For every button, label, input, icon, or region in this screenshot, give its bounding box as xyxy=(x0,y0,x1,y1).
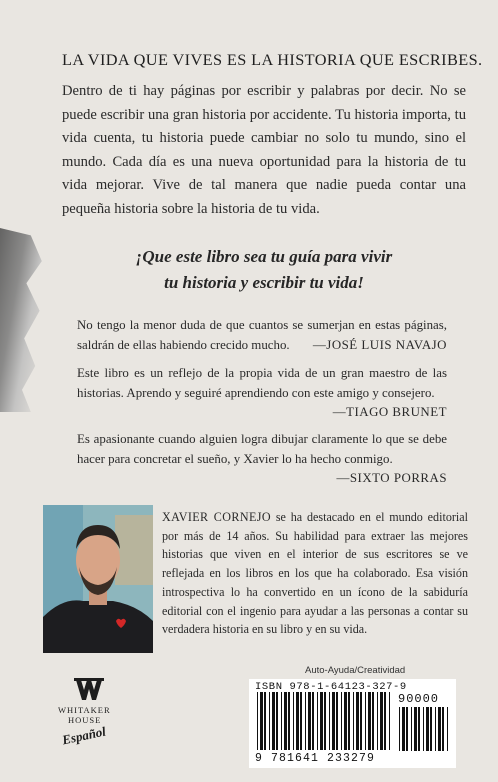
quote-author: —TIAGO BRUNET xyxy=(332,405,447,419)
barcode-bar xyxy=(317,692,318,750)
barcode-bar xyxy=(414,707,417,751)
barcode-bar xyxy=(377,692,378,750)
barcode-bar xyxy=(284,692,287,750)
barcode-bar xyxy=(380,692,383,750)
barcode-bar xyxy=(276,692,278,750)
category-label: Auto-Ayuda/Creatividad xyxy=(305,665,406,676)
quote-1 xyxy=(77,316,447,355)
price-addon-barcode xyxy=(397,707,451,752)
headline: LA VIDA QUE VIVES ES LA HISTORIA QUE ESCRIBES. xyxy=(62,50,483,69)
barcode-bar xyxy=(365,692,366,750)
barcode-bar xyxy=(272,692,275,750)
quote-3 xyxy=(77,430,447,489)
barcode-bar xyxy=(329,692,330,750)
whitaker-house-logo-icon xyxy=(54,676,146,748)
quote-text: Este libro es un reflejo de la propia vida de un gran maestro de las historias. Aprendo y seguiré aprendiendo con este amigo y consejero. xyxy=(77,366,447,400)
barcode-bar xyxy=(423,707,424,751)
ean-barcode xyxy=(255,692,395,752)
barcode-bar xyxy=(399,707,400,751)
barcode-bar xyxy=(447,707,448,751)
quote-author: —JOSÉ LUIS NAVAJO xyxy=(312,337,447,352)
barcode-bar xyxy=(264,692,266,750)
author-name: XAVIER CORNEJO xyxy=(162,510,271,524)
barcode-bar xyxy=(344,692,347,750)
barcode-bar xyxy=(348,692,350,750)
barcode-bar xyxy=(288,692,290,750)
slogan-line-1: ¡Que este libro sea tu guía para vivir xyxy=(135,247,393,266)
ean-number: 9 781641 233279 xyxy=(255,752,376,765)
barcode-bar xyxy=(406,707,408,751)
barcode-bar xyxy=(435,707,436,751)
barcode-bar xyxy=(281,692,282,750)
barcode-bar xyxy=(341,692,342,750)
publisher-logo xyxy=(54,676,146,748)
barcode-bar xyxy=(418,707,420,751)
torn-paper-decoration xyxy=(0,228,44,412)
barcode-bar xyxy=(389,692,390,750)
quote-author: —SIXTO PORRAS xyxy=(336,471,447,485)
barcode-bar xyxy=(353,692,354,750)
barcode-bar xyxy=(296,692,299,750)
slogan xyxy=(62,244,466,296)
barcode-bar xyxy=(402,707,405,751)
intro-paragraph: Dentro de ti hay páginas por escribir y palabras por decir. No se puede escribir una gran historia por accidente. Tu historia importa, tu vida cuenta, tu historia puede cambiar no solo tu mundo, sino el mundo. Cada día es una nueva oportunidad para la historia de tu vida mejorar. Vive de tal manera que nadie pueda contar una pequeña historia sobre la historia de tu vida. xyxy=(62,83,466,217)
barcode-bar xyxy=(336,692,338,750)
barcode-bar xyxy=(411,707,412,751)
barcode-bar xyxy=(293,692,294,750)
barcode-bar xyxy=(324,692,326,750)
price-code: 90000 xyxy=(398,692,440,706)
isbn-text: ISBN 978-1-64123-327-9 xyxy=(255,681,407,693)
barcode-bar xyxy=(438,707,441,751)
quote-2 xyxy=(77,364,447,423)
author-bio xyxy=(162,508,468,639)
publisher-line-2: HOUSE xyxy=(68,715,102,725)
barcode-bar xyxy=(426,707,429,751)
publisher-line-1: WHITAKER xyxy=(58,705,111,715)
barcode-bar xyxy=(356,692,359,750)
publisher-line-3: Español xyxy=(60,723,108,748)
barcode-bar xyxy=(300,692,302,750)
barcode-bar xyxy=(384,692,386,750)
bio-text: se ha destacado en el mundo editorial por más de 14 años. Su habilidad para extraer las mejores historias que viven en el interior de sus escritores se ve reflejada en los libros en los que ha colaborado. Esa visión introspectiva lo ha convertido en un ícono de la sabiduría editorial con el ingenio para ayudar a las personas a contar su verdadera historia en su libro y en su vida. xyxy=(162,510,468,637)
slogan-line-2: tu historia y escribir tu vida! xyxy=(164,273,364,292)
author-photo xyxy=(43,505,153,653)
barcode-bar xyxy=(368,692,371,750)
barcode-bar xyxy=(257,692,258,750)
quote-text: No tengo la menor duda de que cuantos se sumerjan en estas páginas, saldrán de ellas habiendo crecido mucho. xyxy=(77,318,447,352)
author-portrait-illustration xyxy=(43,505,153,653)
barcode-bar xyxy=(332,692,335,750)
barcode-bar xyxy=(320,692,323,750)
barcode-bar xyxy=(305,692,306,750)
barcode-bar xyxy=(312,692,314,750)
barcode-bar xyxy=(260,692,263,750)
barcode-bar xyxy=(442,707,444,751)
barcode-bar xyxy=(269,692,270,750)
quote-text: Es apasionante cuando alguien logra dibujar claramente lo que se debe hacer para concretar el sueño, y Xavier lo ha hecho conmigo. xyxy=(77,432,447,466)
barcode-bar xyxy=(308,692,311,750)
barcode-bar xyxy=(360,692,362,750)
barcode-bar xyxy=(372,692,374,750)
barcode-bar xyxy=(430,707,432,751)
